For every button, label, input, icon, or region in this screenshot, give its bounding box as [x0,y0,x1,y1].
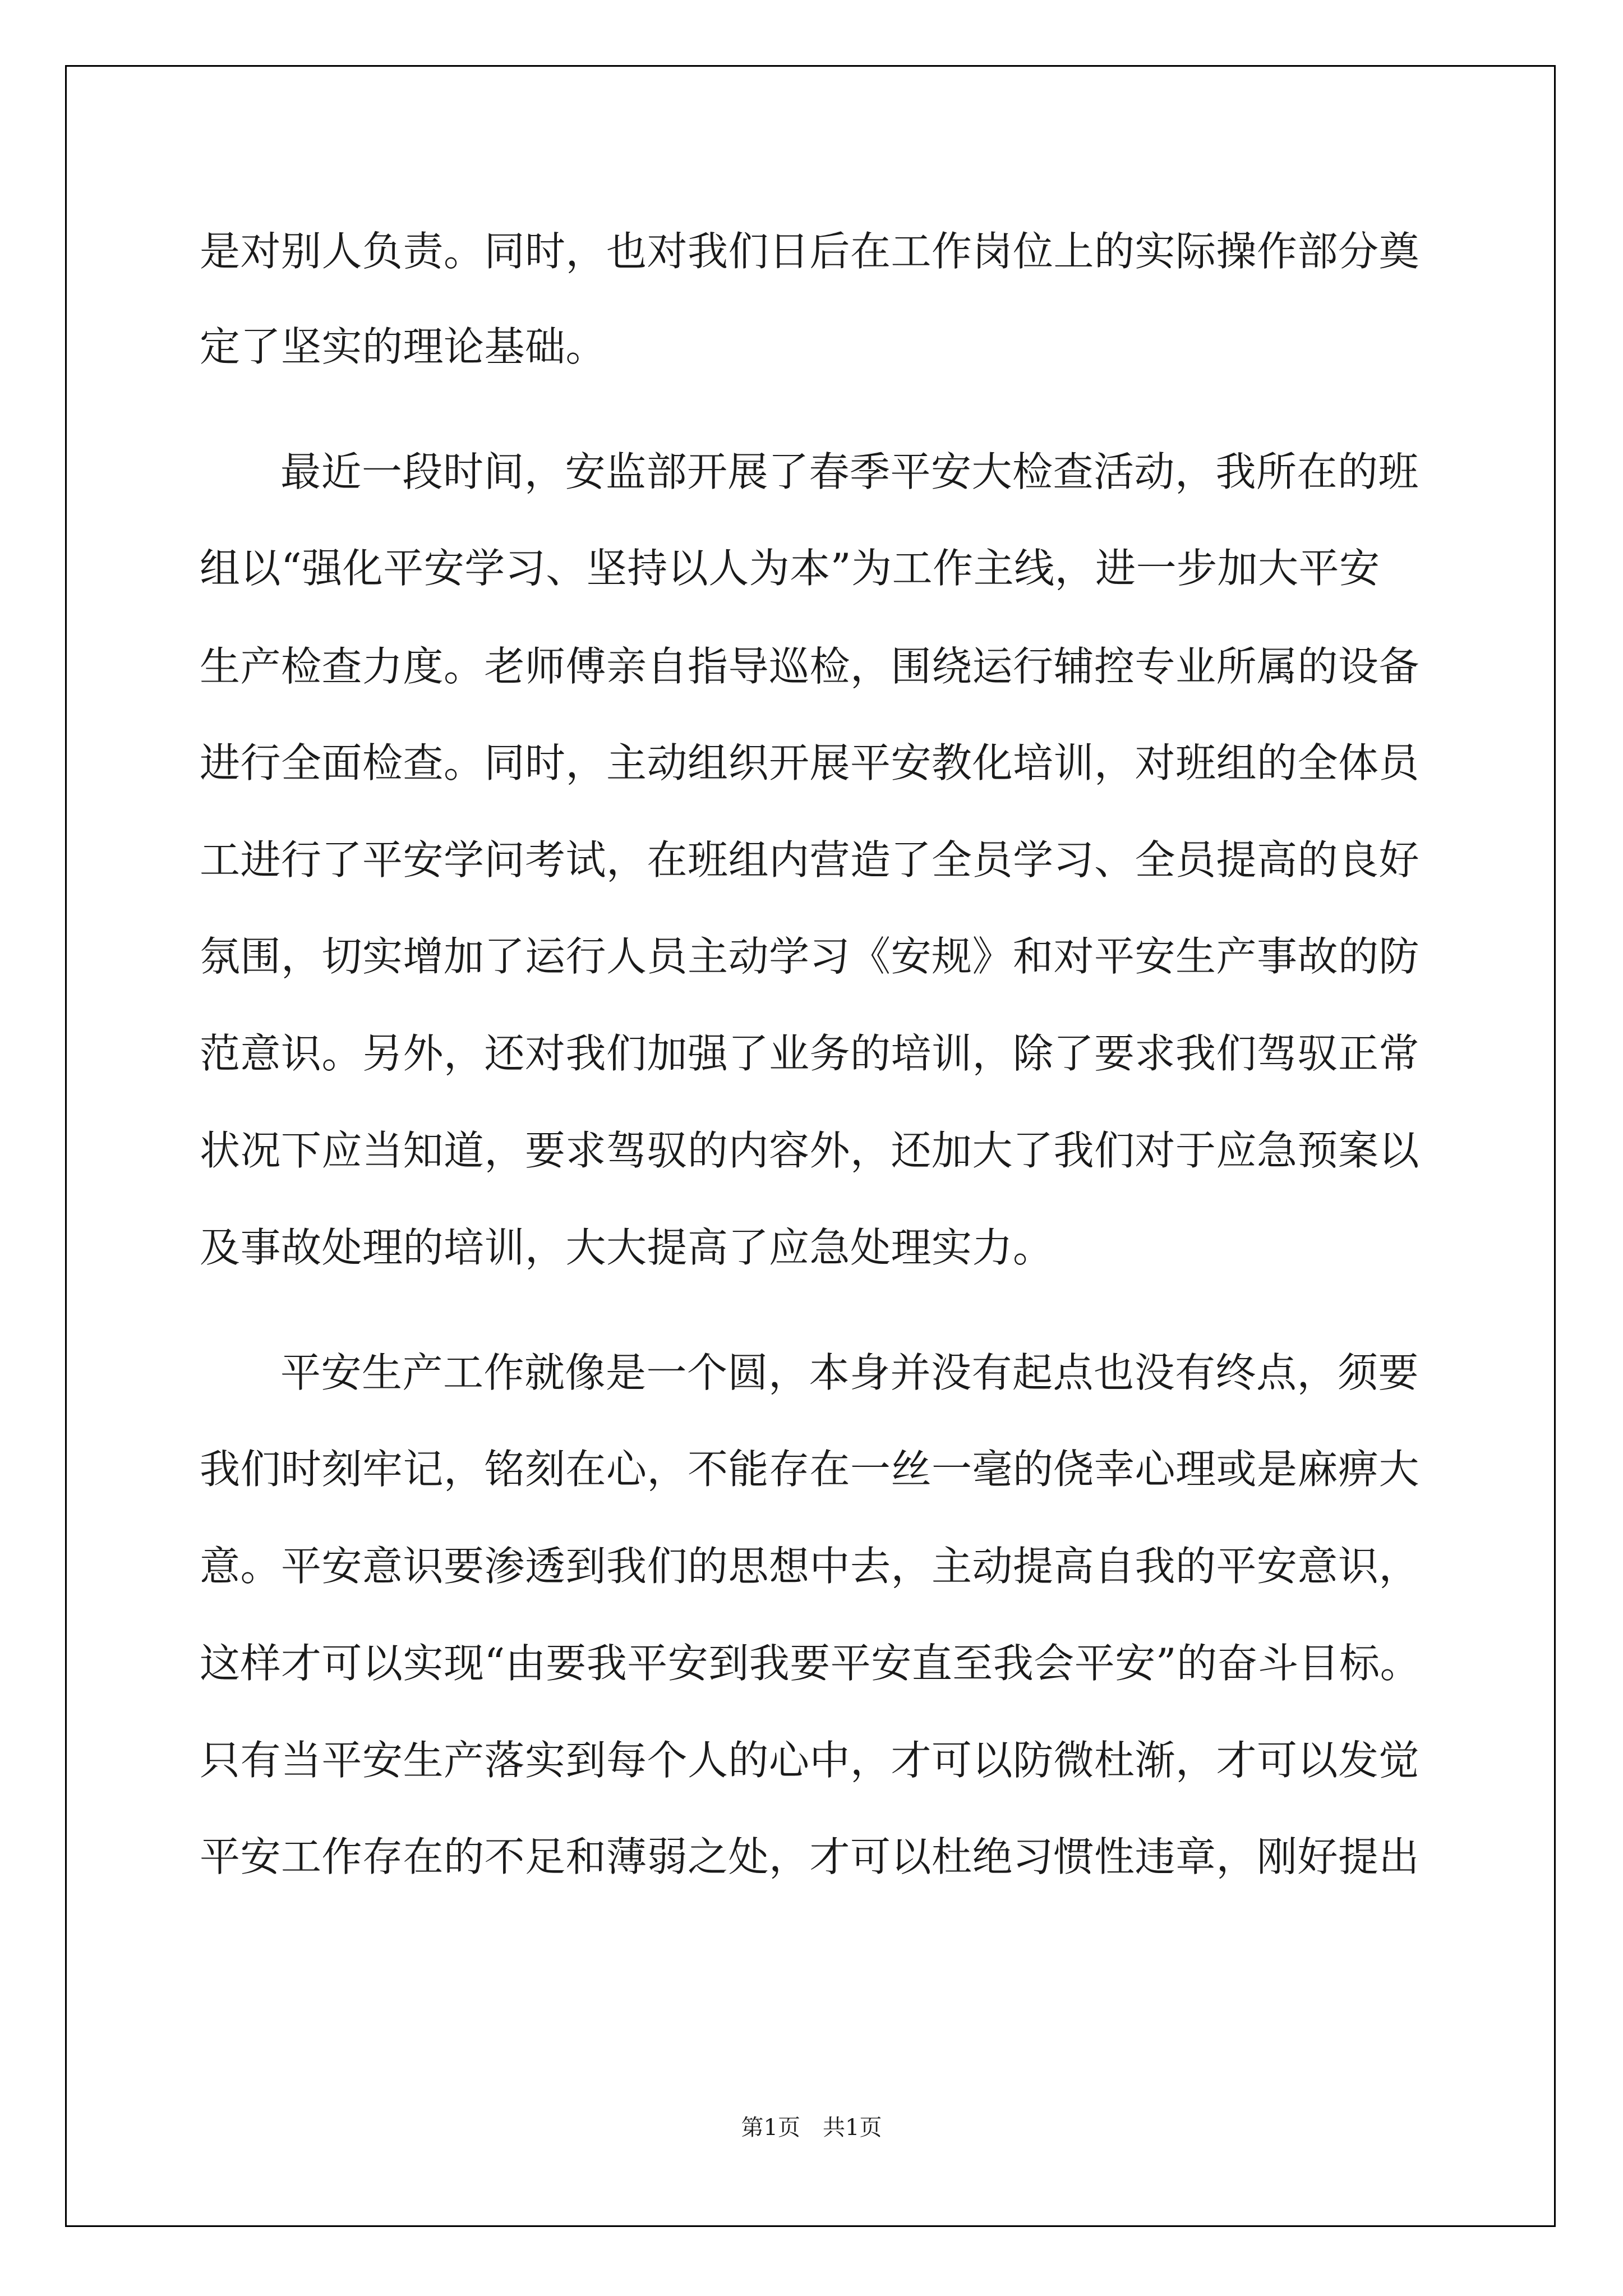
text-line: 工进行了平安学问考试，在班组内营造了全员学习、全员提高的良好 [200,836,1420,884]
text-line: 这样才可以实现“由要我平安到我要平安直至我会平安”的奋斗目标。 [200,1640,1421,1687]
text-line: 我们时刻牢记，铭刻在心，不能存在一丝一毫的侥幸心理或是麻痹大 [200,1446,1420,1493]
text-line: 氛围，切实增加了运行人员主动学习《安规》和对平安生产事故的防 [200,933,1420,980]
text-line: 最近一段时间，安监部开展了春季平安大检查活动，我所在的班 [280,448,1419,495]
text-line: 平安生产工作就像是一个圆，本身并没有起点也没有终点，须要 [280,1349,1419,1396]
text-line: 进行全面检查。同时，主动组织开展平安教化培训，对班组的全体员 [200,739,1420,786]
text-line: 组以“强化平安学习、坚持以人为本”为工作主线，进一步加大平安 [200,545,1380,592]
text-line: 意。平安意识要渗透到我们的思想中去，主动提高自我的平安意识， [200,1543,1420,1590]
page-number: 第1页 共1页 [741,2115,882,2141]
text-line: 范意识。另外，还对我们加强了业务的培训，除了要求我们驾驭正常 [200,1030,1420,1077]
text-line: 及事故处理的培训，大大提高了应急处理实力。 [200,1224,1054,1271]
text-line: 生产检查力度。老师傅亲自指导巡检，围绕运行辅控专业所属的设备 [200,643,1420,690]
text-line: 平安工作存在的不足和薄弱之处，才可以杜绝习惯性违章，刚好提出 [200,1833,1420,1880]
text-line: 定了坚实的理论基础。 [200,323,607,370]
text-line: 是对别人负责。同时，也对我们日后在工作岗位上的实际操作部分奠 [200,228,1420,275]
text-line: 只有当平安生产落实到每个人的心中，才可以防微杜渐，才可以发觉 [200,1737,1420,1784]
text-line: 状况下应当知道，要求驾驭的内容外，还加大了我们对于应急预案以 [200,1127,1420,1174]
